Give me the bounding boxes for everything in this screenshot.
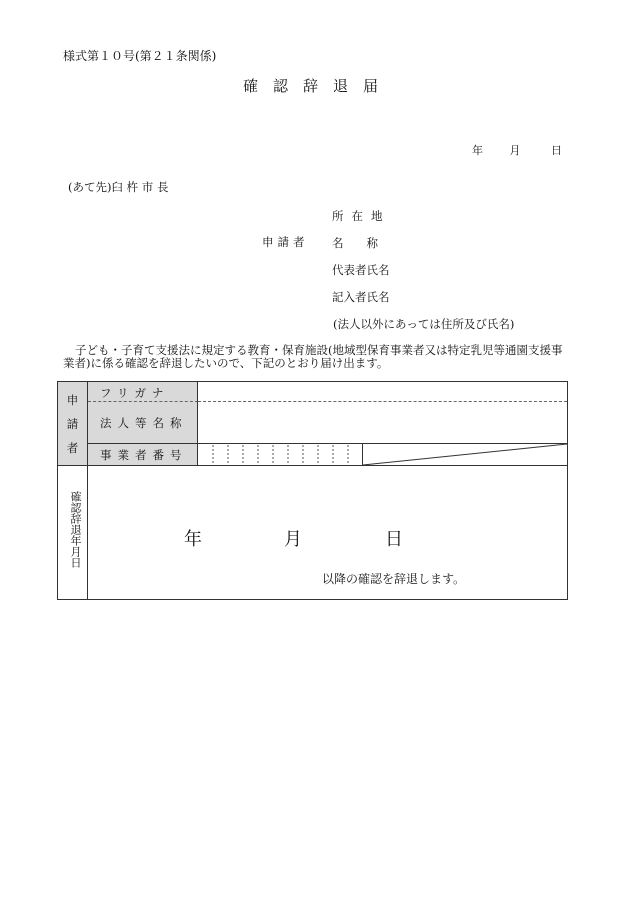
withdrawal-date-label-cell xyxy=(58,466,88,599)
corp-name-label: 法人等名称 xyxy=(100,416,188,430)
furigana-label-cell xyxy=(88,382,198,402)
submission-date xyxy=(472,142,562,158)
biz-number-label-cell xyxy=(88,444,198,466)
field-name: 名 称 xyxy=(332,236,378,250)
withdrawal-date-value[interactable] xyxy=(88,466,567,599)
biz-number-unused-cell xyxy=(363,444,567,466)
applicant-side-label xyxy=(58,382,88,466)
biz-number-digit-separators xyxy=(198,444,363,465)
document-title: 確認辞退届 xyxy=(243,77,394,95)
biz-number-value[interactable] xyxy=(198,444,363,466)
field-representative: 代表者氏名 xyxy=(332,263,390,277)
side-label-char-1: 申 xyxy=(66,393,79,407)
side-label-char-3: 者 xyxy=(66,441,79,455)
body-text: 子ども・子育て支援法に規定する教育・保育施設(地域型保育事業者又は特定乳児等通園支援事業者)に係る確認を辞退したいので、下記のとおり届け出ます。 xyxy=(63,343,563,370)
form-number: 様式第１０号(第２１条関係) xyxy=(63,49,217,63)
furigana-label: フリガナ xyxy=(100,386,170,400)
field-writer: 記入者氏名 xyxy=(332,290,390,304)
form-table xyxy=(57,381,568,600)
withdrawal-month: 月 xyxy=(284,529,302,550)
field-address: 所在地 xyxy=(332,209,391,223)
biz-number-label: 事業者番号 xyxy=(100,448,188,462)
date-month: 月 xyxy=(509,144,521,157)
date-year: 年 xyxy=(472,144,483,157)
date-day: 日 xyxy=(551,144,562,157)
withdrawal-closing-text: 以降の確認を辞退します。 xyxy=(322,572,466,586)
applicant-label: 申請者 xyxy=(262,235,309,249)
withdrawal-day: 日 xyxy=(385,529,403,550)
field-note: (法人以外にあっては住所及び氏名) xyxy=(333,317,515,331)
withdrawal-year: 年 xyxy=(184,529,202,550)
furigana-value[interactable] xyxy=(198,382,567,402)
addressee: (あて先)臼 杵 市 長 xyxy=(68,180,169,194)
diagonal-strike-line xyxy=(363,444,567,465)
side-label-char-2: 請 xyxy=(66,417,79,431)
corp-name-label-cell xyxy=(88,402,198,444)
corp-name-value[interactable] xyxy=(198,402,567,444)
withdrawal-date-label: 確認辞退年月日 xyxy=(69,491,82,568)
